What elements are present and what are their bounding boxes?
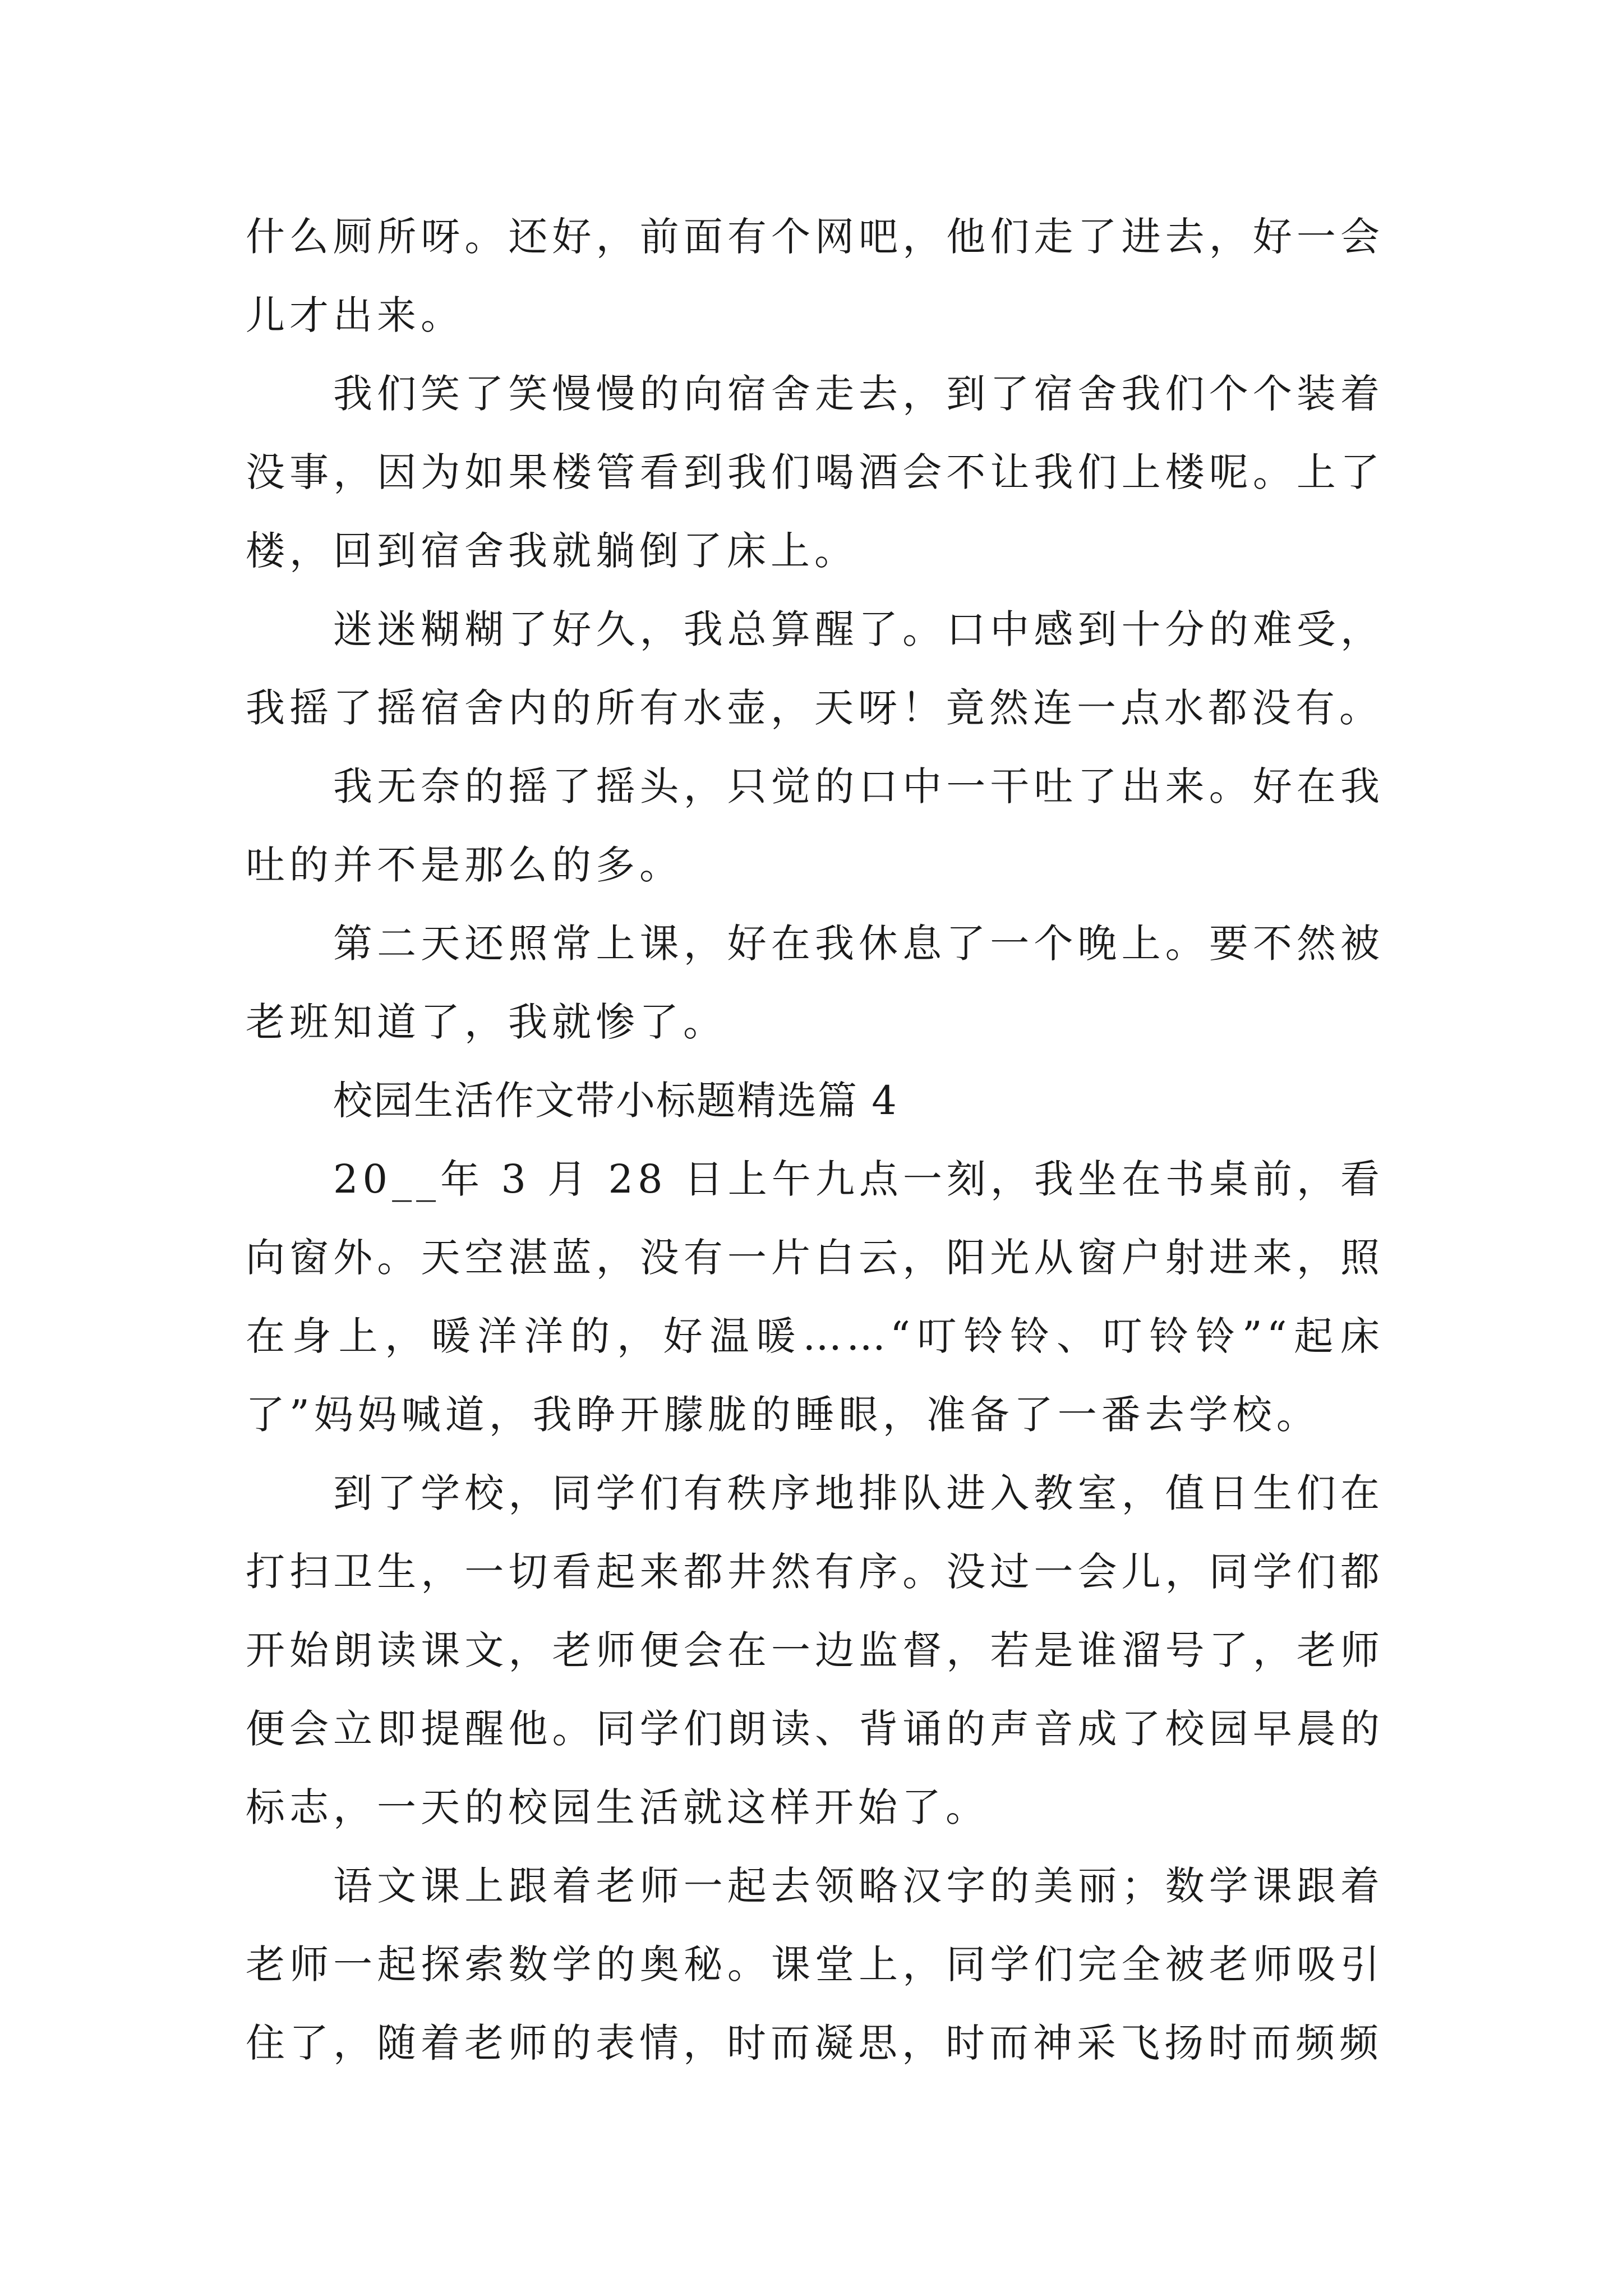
paragraph: 迷迷糊糊了好久，我总算醒了。口中感到十分的难受，我摇了摇宿舍内的所有水壶，天呀！竟然连一点水都没有。 xyxy=(246,606,1384,731)
paragraph: 20__年 3 月 28 日上午九点一刻，我坐在书桌前，看向窗外。天空湛蓝，没有一片白云，阳光从窗户射进来，照在身上，暖洋洋的，好温暖……“叮铃铃、叮铃铃”“起床了”妈妈喊道，我睁开朦胧的睡眼，准备了一番去学校。 xyxy=(246,1156,1384,1438)
paragraph: 什么厕所呀。还好，前面有个网吧，他们走了进去，好一会儿才出来。 xyxy=(246,214,1384,338)
paragraph: 到了学校，同学们有秩序地排队进入教室，值日生们在打扫卫生，一切看起来都井然有序。没过一会儿，同学们都开始朗读课文，老师便会在一边监督，若是谁溜号了，老师便会立即提醒他。同学们朗读、背诵的声音成了校园早晨的标志，一天的校园生活就这样开始了。 xyxy=(246,1470,1384,1830)
paragraph: 语文课上跟着老师一起去领略汉字的美丽；数学课跟着老师一起探索数学的奥秘。课堂上，同学们完全被老师吸引住了，随着老师的表情，时而凝思，时而神采飞扬时而频频 xyxy=(246,1863,1384,2066)
paragraph: 我无奈的摇了摇头，只觉的口中一干吐了出来。好在我吐的并不是那么的多。 xyxy=(246,763,1384,888)
section-heading: 校园生活作文带小标题精选篇 4 xyxy=(333,1078,898,1124)
body-text xyxy=(246,197,1384,2082)
paragraph: 我们笑了笑慢慢的向宿舍走去，到了宿舍我们个个装着没事，因为如果楼管看到我们喝酒会不让我们上楼呢。上了楼，回到宿舍我就躺倒了床上。 xyxy=(246,371,1384,574)
paragraph: 第二天还照常上课，好在我休息了一个晚上。要不然被老班知道了，我就惨了。 xyxy=(246,921,1384,1045)
